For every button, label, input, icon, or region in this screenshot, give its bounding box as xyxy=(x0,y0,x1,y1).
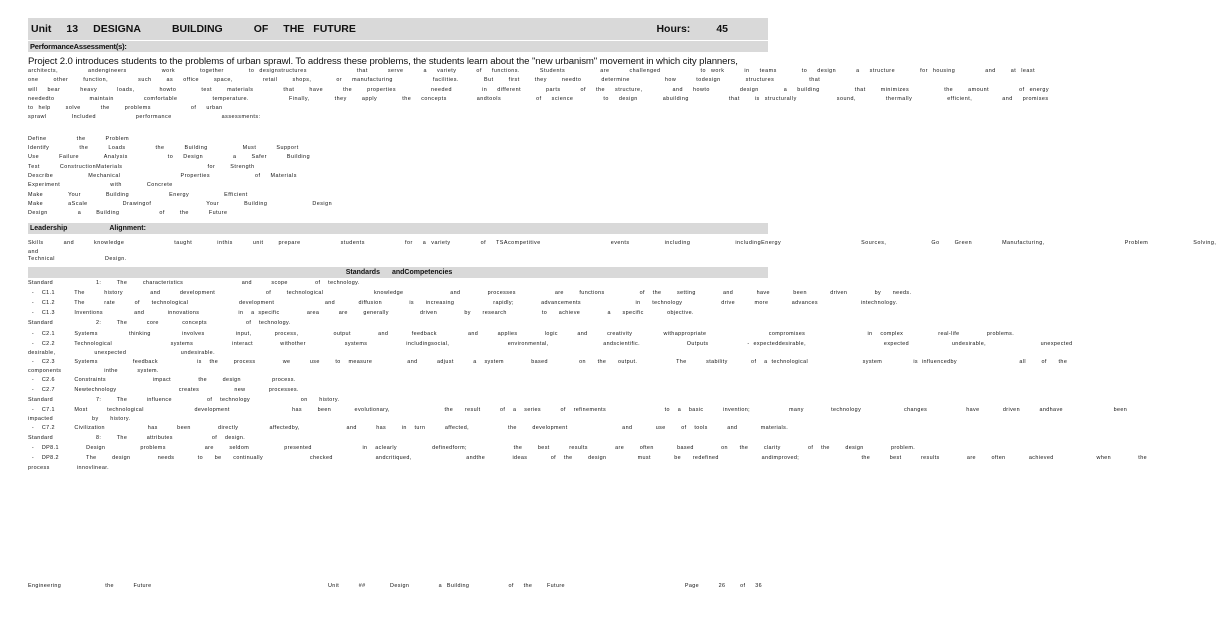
title-word: DESIGNA xyxy=(93,23,141,35)
standards-heading xyxy=(28,267,768,278)
standard-line: - C7.2 Civilization has been directly affectedby, and has in turn affected, the development and use of tools and materials. xyxy=(28,425,789,432)
standard-line: - C2.6 Constraints impact the design process. xyxy=(28,376,296,383)
competencies-label: andCompetencies xyxy=(391,269,453,277)
standard-line: - C1.2 The rate of technological development and diffusion is increasing rapidly; advancements in technology drive more advances intechnology. xyxy=(28,300,898,307)
standard-line: - C2.3 Systems feedback is the process we use to measure and adjust a system based on the output. The stability of a technological system is influencedby all of the xyxy=(28,358,1068,365)
intro-line: sprawl Included performance assessments: xyxy=(28,114,261,121)
leadership-line: Skills and knowledge taught inthis unit prepare students for a variety of TSAcompetitive events including includingEnergy Sources, Go Green Manufacturing, Problem Solving, xyxy=(28,240,1216,247)
standards-label: Standards xyxy=(345,269,380,277)
intro-line: will bear heavy loads, howto test materials that have the properties needed in different parts of the structure, and howto design a building that minimizes the amount of energy xyxy=(28,86,1050,93)
assessment-item: Design a Building of the Future xyxy=(28,210,228,217)
assessment-item: Test ConstructionMaterials for Strength xyxy=(28,163,255,170)
alignment-label: Alignment: xyxy=(109,225,146,233)
footer-left: Engineering the Future xyxy=(28,583,152,589)
unit-label: Unit xyxy=(31,23,52,35)
unit-header-bar xyxy=(28,18,768,40)
page-number: Page 26 of 36 xyxy=(684,583,762,589)
page-footer xyxy=(28,583,768,589)
assessment-list xyxy=(28,135,768,219)
standard-line: - C2.7 Newtechnology creates new processes. xyxy=(28,386,299,393)
title-word: THE xyxy=(283,23,305,35)
intro-line: to help solve the problems of urban xyxy=(28,105,223,112)
assessment-item: Experiment with Concrete xyxy=(28,182,173,189)
standard-line: - C7.1 Most technological development has been evolutionary, the result of a series of refinements to a basic invention; many technology changes have driven andhave been xyxy=(28,407,1128,414)
assessment-item: Make aScale Drawingof Your Building Design xyxy=(28,200,333,207)
standard-line: - C2.2 Technological systems interact withother systems includingsocial, environmental, andscientific. Outputs - expecteddesirable, expected undesirable, unexpected xyxy=(28,340,1073,347)
assessment-item: Describe Mechanical Properties of Materials xyxy=(28,172,297,179)
leadership-text xyxy=(28,239,1216,264)
standard-line: Standard 1: The characteristics and scope of technology. xyxy=(28,280,360,287)
unit-number: 13 xyxy=(66,23,79,35)
title-word: OF xyxy=(253,23,269,35)
title-word: BUILDING xyxy=(171,23,223,35)
standard-line: - DP8.1 Design problems are seldom presented in aclearly definedform; the best results are often based on the clarity of the design problem. xyxy=(28,445,916,452)
assessment-item: Identify the Loads the Building Must Support xyxy=(28,145,299,152)
intro-line: neededto maintain comfortable temperature. Finally, they apply the concepts andtools of science to design abuilding that is structurally sound, thermally efficient, and promises xyxy=(28,95,1049,102)
intro-paragraph xyxy=(28,67,1050,123)
leadership-line: Technical Design. xyxy=(28,255,127,262)
intro-line: architects, andengineers work together to designstructures that serve a variety of functions. Students are challenged to work in teams to design a structure for housing and at least xyxy=(28,68,1036,74)
performance-assessment-heading: PerformanceAssessment(s): xyxy=(28,41,768,52)
standard-line: Standard 8: The attributes of design. xyxy=(28,435,246,442)
standard-line: components inthe system. xyxy=(28,367,159,374)
leadership-alignment-heading xyxy=(28,223,768,234)
document-page xyxy=(28,18,1216,472)
standard-line: Standard 7: The influence of technology on history. xyxy=(28,396,340,403)
assessment-item: Make Your Building Energy Efficient xyxy=(28,191,248,198)
hours-value: 45 xyxy=(716,23,728,35)
standard-line: - C1.1 The history and development of technological knowledge and processes are functions of the setting and have been driven by needs. xyxy=(28,290,912,297)
hours-block xyxy=(656,23,768,35)
intro-sentence: Project 2.0 introduces students to the problems of urban sprawl. To address these problems, the students learn about the "new urbanism" movement in which city planners, xyxy=(28,56,738,67)
assessment-item: Use Failure Analysis to Design a Safer Building xyxy=(28,154,311,161)
leadership-label: Leadership xyxy=(30,225,68,233)
standard-line: - DP8.2 The design needs to be continually checked andcritiqued, andthe ideas of the design must be redefined andimproved; the best results are often achieved when the xyxy=(28,455,1148,462)
standards-list xyxy=(28,279,1148,472)
unit-title xyxy=(28,23,356,35)
title-word: FUTURE xyxy=(313,23,356,35)
standard-line: - C2.1 Systems thinking involves input, process, output and feedback and applies logic and creativity withappropriate compromises in complex real-life problems. xyxy=(28,330,1015,337)
standard-line: desirable, unexpected undesirable. xyxy=(28,349,215,356)
footer-center: Unit ## Design a Building of the Future xyxy=(328,583,565,589)
standard-line: process innovlinear. xyxy=(28,464,110,471)
leadership-line: and xyxy=(28,248,39,255)
standard-line: - C1.3 Inventions and innovations in a specific area are generally driven by research to achieve a specific objective. xyxy=(28,310,694,317)
hours-label: Hours: xyxy=(656,23,691,35)
standard-line: Standard 2: The core concepts of technology. xyxy=(28,320,291,327)
assessment-item: Define the Problem xyxy=(28,135,130,142)
standard-line: impacted by history. xyxy=(28,416,131,423)
intro-line: one other function, such as office space, retail shops, or manufacturing facilities. But first they needto determine how todesign structures that xyxy=(28,77,821,84)
